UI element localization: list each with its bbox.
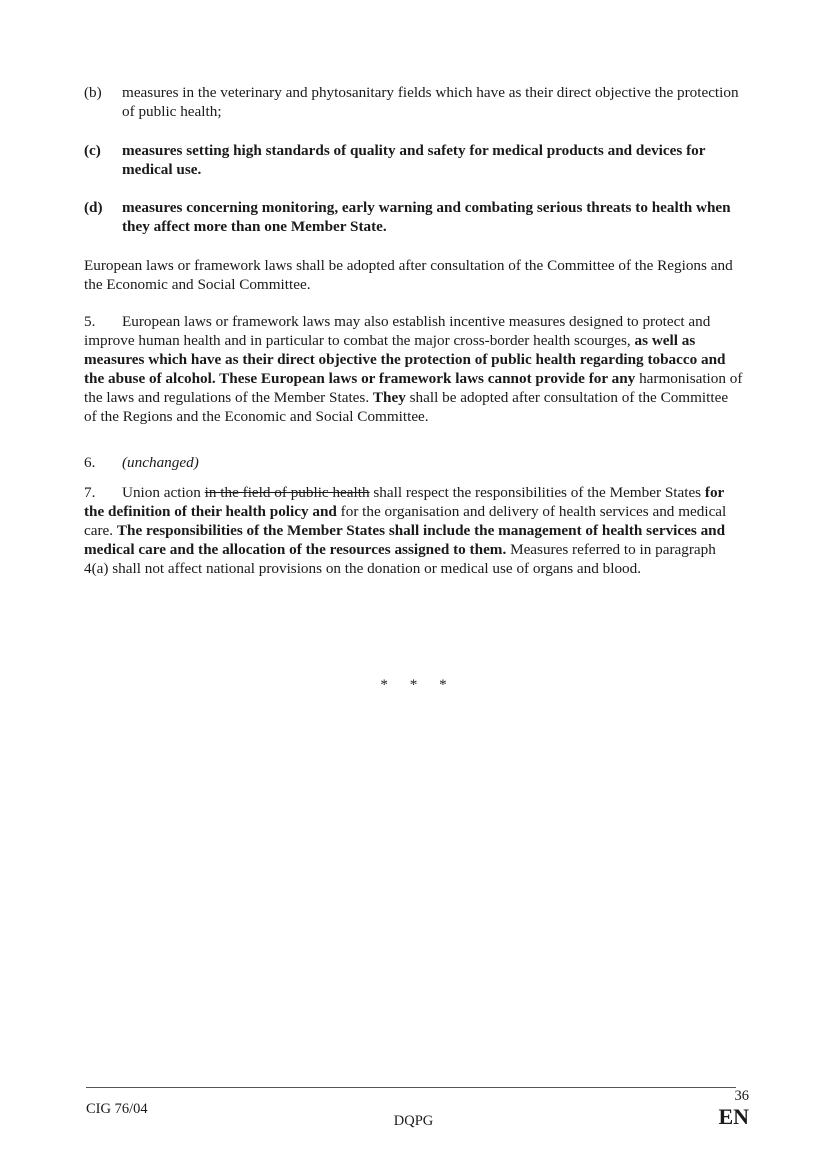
paragraph-amendment-bold: They (372, 389, 406, 406)
list-item-label: (b) (84, 84, 102, 101)
paragraph-7 (84, 483, 744, 578)
paragraph-5 (84, 312, 744, 426)
list-item-text: measures concerning monitoring, early warning and combating serious threats to health when they affect more than one Member State. (122, 199, 731, 235)
paragraph-6 (84, 453, 744, 472)
list-item-label: (c) (84, 142, 101, 159)
paragraph-text: for the organisation and delivery of health services and medical care. (84, 503, 727, 539)
paragraph-number: 5. (84, 313, 96, 330)
deleted-text: in the field of public health (204, 484, 370, 501)
footer-rule (86, 1087, 736, 1088)
list-item-label: (d) (84, 199, 103, 216)
footer-unit: DQPG (393, 1113, 434, 1129)
paragraph-number: 6. (84, 454, 96, 471)
paragraph-text: Union action (122, 484, 201, 501)
paragraph-amendment-bold: The responsibilities of the Member States shall include the management of health services and medical care and the allocation of the resources assigned to them. (84, 522, 726, 558)
paragraph-amendment-bold: for the definition of their health policy and (84, 484, 725, 520)
list-item-b (84, 83, 744, 121)
paragraph-text: shall be adopted after consultation of the Committee of the Regions and the Economic and Social Committee. (84, 389, 729, 425)
paragraph-text: harmonisation of the laws and regulations of the Member States. (84, 370, 743, 406)
footer-doc-ref: CIG 76/04 (86, 1101, 148, 1117)
footer-page-number: 36 (734, 1088, 749, 1104)
paragraph-number: 7. (84, 484, 96, 501)
paragraph-text: shall respect the responsibilities of the Member States (373, 484, 702, 501)
paragraph-text: Measures referred to in paragraph 4(a) shall not affect national provisions on the donation or medical use of organs and blood. (84, 541, 716, 577)
footer-language: EN (718, 1104, 749, 1129)
section-separator: * * * (380, 676, 447, 693)
list-item-d (84, 198, 744, 236)
paragraph-consultation: European laws or framework laws shall be adopted after consultation of the Committee of the Regions and the Economic and Social Committee. (84, 257, 733, 293)
paragraph-text: European laws or framework laws may also establish incentive measures designed to protect and improve human health and in particular to combat the major cross-border health scourges, (84, 313, 711, 349)
paragraph-amendment-bold: as well as measures which have as their direct objective the protection of public health regarding tobacco and the abuse of alcohol. These European laws or framework laws cannot provide for any (84, 332, 726, 387)
list-item-text: measures in the veterinary and phytosanitary fields which have as their direct objective the protection of public health; (122, 84, 739, 120)
list-item-text: measures setting high standards of quality and safety for medical products and devices for medical use. (122, 142, 706, 178)
paragraph-text: (unchanged) (122, 454, 199, 471)
list-item-c (84, 141, 744, 179)
